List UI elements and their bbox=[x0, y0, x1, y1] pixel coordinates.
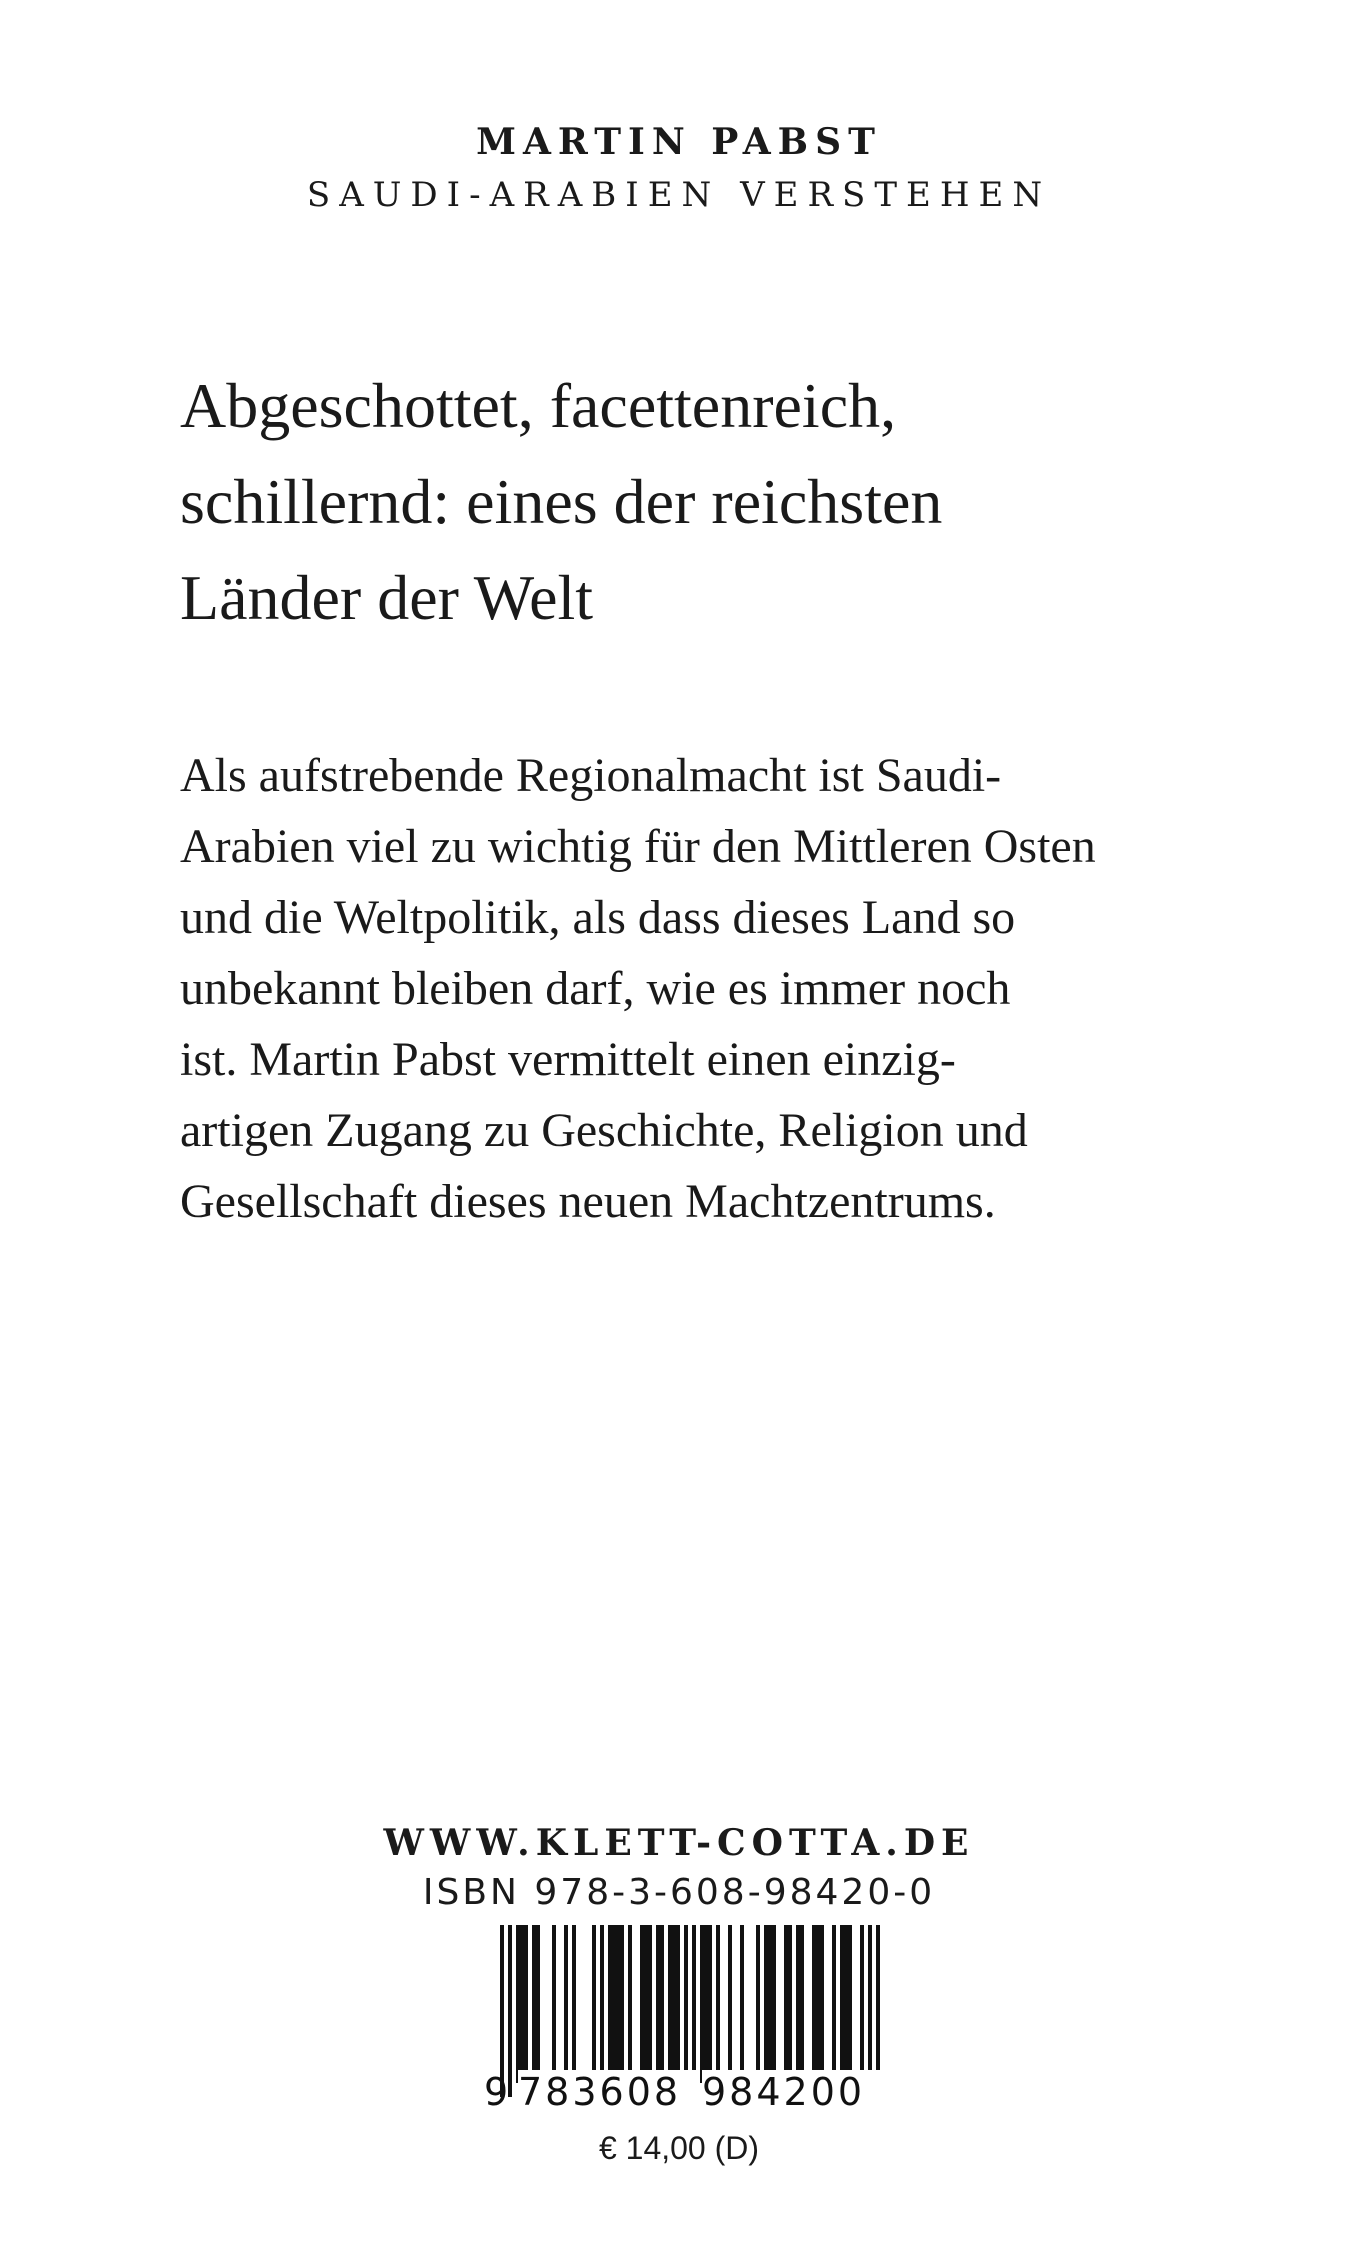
headline-line: schillernd: eines der reichsten bbox=[180, 466, 943, 537]
barcode-bar bbox=[552, 1925, 556, 2083]
barcode-bar bbox=[536, 1925, 540, 2083]
barcode-bar bbox=[616, 1925, 620, 2083]
barcode-digit-first: 9 bbox=[484, 2070, 509, 2114]
barcode-bar bbox=[668, 1925, 672, 2083]
barcode-bar bbox=[716, 1925, 720, 2083]
barcode-bar bbox=[788, 1925, 792, 2083]
book-title: SAUDI-ARABIEN VERSTEHEN bbox=[306, 175, 1052, 215]
barcode-bar bbox=[564, 1925, 568, 2083]
barcode-bar bbox=[672, 1925, 676, 2083]
barcode-bar bbox=[800, 1925, 804, 2083]
blurb-line: Gesellschaft dieses neuen Machtzentrums. bbox=[180, 1175, 996, 1228]
barcode-bar bbox=[844, 1925, 848, 2083]
barcode-bar bbox=[676, 1925, 680, 2083]
barcode-bar bbox=[832, 1925, 836, 2083]
barcode-bar bbox=[796, 1925, 800, 2083]
barcode-digits-left: 783608 bbox=[518, 2070, 696, 2114]
blurb-line: unbekannt bleiben darf, wie es immer noch bbox=[180, 962, 1011, 1015]
barcode-bar bbox=[620, 1925, 624, 2083]
blurb-line: Als aufstrebende Regionalmacht ist Saudi- bbox=[180, 749, 1002, 802]
barcode-bar bbox=[708, 1925, 712, 2083]
blurb-line: ist. Martin Pabst vermittelt einen einzig- bbox=[180, 1033, 956, 1086]
barcode-bar bbox=[812, 1925, 816, 2083]
barcode-bar bbox=[600, 1925, 604, 2083]
price: € 14,00 (D) bbox=[598, 2130, 760, 2166]
barcode-bar bbox=[648, 1925, 652, 2083]
blurb-line: Arabien viel zu wichtig für den Mittleren Osten bbox=[180, 820, 1096, 873]
blurb-paragraph bbox=[180, 740, 1240, 1237]
barcode-bar bbox=[772, 1925, 776, 2083]
barcode-bar bbox=[740, 1925, 744, 2083]
barcode-bar bbox=[656, 1925, 660, 2083]
barcode-bar bbox=[640, 1925, 644, 2083]
barcode-bar bbox=[608, 1925, 612, 2083]
headline-line: Länder der Welt bbox=[180, 562, 594, 633]
barcode-bar bbox=[848, 1925, 852, 2083]
barcode-bar bbox=[768, 1925, 772, 2083]
publisher-website: WWW.KLETT-COTTA.DE bbox=[383, 1822, 975, 1864]
barcode-bar bbox=[820, 1925, 824, 2083]
barcode-bar bbox=[860, 1925, 864, 2083]
barcode-bar bbox=[704, 1925, 708, 2083]
barcode-bar bbox=[756, 1925, 760, 2083]
barcode-bar bbox=[572, 1925, 576, 2083]
blurb-line: artigen Zugang zu Geschichte, Religion und bbox=[180, 1104, 1028, 1157]
barcode-bar bbox=[728, 1925, 732, 2083]
barcode-bar bbox=[816, 1925, 820, 2083]
barcode-bar bbox=[612, 1925, 616, 2083]
barcode-bar bbox=[532, 1925, 536, 2083]
barcode-bar bbox=[508, 1925, 512, 2097]
barcode-bar bbox=[516, 1925, 520, 2083]
barcode-bar bbox=[644, 1925, 648, 2083]
barcode-bar bbox=[520, 1925, 524, 2083]
barcode-bar bbox=[784, 1925, 788, 2083]
barcode-bar bbox=[660, 1925, 664, 2083]
barcode-bar bbox=[700, 1925, 704, 2083]
author-name: MARTIN PABST bbox=[476, 121, 882, 163]
isbn-number: ISBN 978-3-608-98420-0 bbox=[422, 1872, 936, 1913]
headline-line: Abgeschottet, facettenreich, bbox=[180, 370, 897, 441]
barcode-bar bbox=[592, 1925, 596, 2083]
barcode-bar bbox=[840, 1925, 844, 2083]
barcode-bar bbox=[764, 1925, 768, 2083]
blurb-line: und die Weltpolitik, als dass dieses Land so bbox=[180, 891, 1016, 944]
barcode-bar bbox=[524, 1925, 528, 2083]
headline bbox=[180, 358, 1220, 646]
barcode-bar bbox=[628, 1925, 632, 2083]
barcode-digits-right: 984200 bbox=[702, 2070, 880, 2114]
